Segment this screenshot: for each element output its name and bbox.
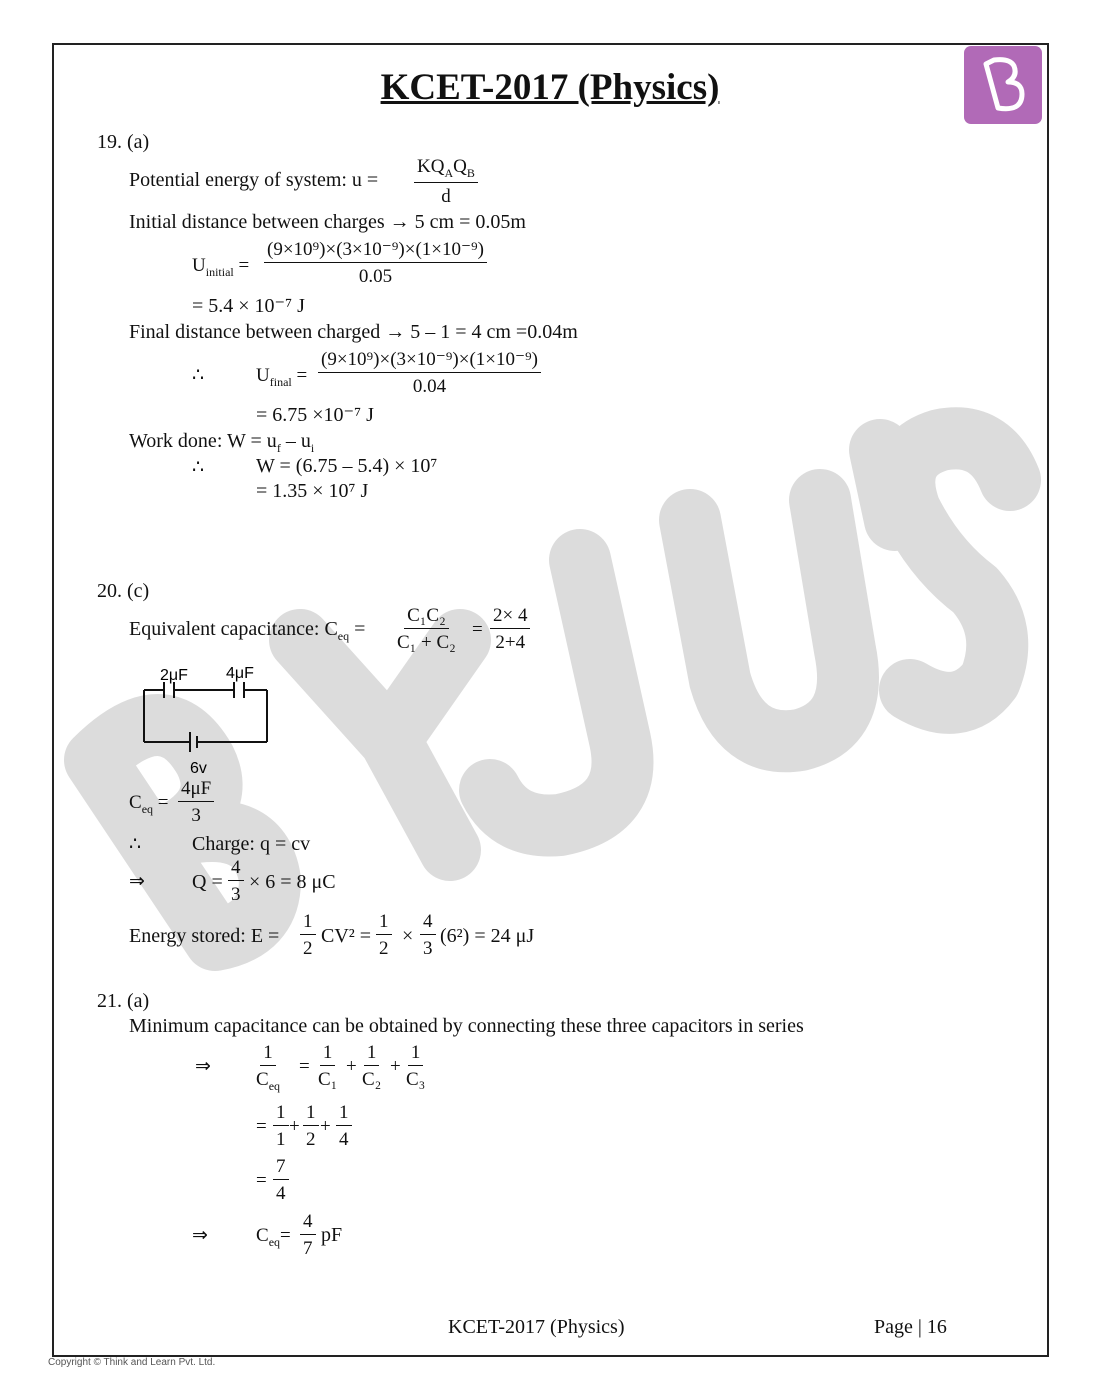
page-title: KCET-2017 (Physics) — [380, 67, 720, 108]
q20-e-cv: CV² = — [321, 925, 372, 947]
q21-c1-fraction: $\frac{1}{\text{C₁}}$ — [318, 1042, 338, 1090]
q20-q-result: × 6 = 8 μC — [249, 871, 336, 893]
q20-label: 20. (c) — [97, 580, 150, 602]
q20-e-times: × — [402, 925, 414, 947]
q21-c2-fraction: $\frac{1}{\text{C₂}}$ — [362, 1042, 382, 1090]
q20-q-fraction: $\frac{4}{3}$ — [228, 858, 244, 904]
cap2-label: 4μF — [226, 665, 254, 682]
q19-pe-text: Potential energy of system: u = — [129, 169, 379, 191]
q21-implies-1: ⇒ — [195, 1056, 211, 1077]
q21-result-label: $C_{eq}=$ — [256, 1225, 291, 1249]
q21-half-fraction: $\frac{1}{2}$ — [303, 1103, 319, 1149]
q19-u-final-fraction: $\frac{\text{(9×10⁹)×(3×10⁻⁹)×(1×10⁻⁹)}}{0.04}$ — [318, 350, 541, 396]
q19-label: 19. (a) — [97, 131, 150, 153]
q19-therefore-1: ∴ — [192, 365, 205, 386]
q21-one-fraction: $\frac{1}{1}$ — [273, 1103, 289, 1149]
q20-e-fraction1: $\frac{1}{2}$ — [300, 912, 316, 958]
q20-equals: = — [472, 619, 483, 640]
q21-plus-4: + — [320, 1116, 331, 1137]
q20-e-result: (6²) = 24 μJ — [440, 925, 535, 947]
q21-seven-fourths-fraction: $\frac{7}{4}$ — [273, 1157, 289, 1203]
q20-e-fraction3: $\frac{4}{3}$ — [420, 912, 436, 958]
q20-charge-text: Charge: q = cv — [192, 833, 311, 855]
q20-ceq-text: Equivalent capacitance: $C_{eq}$ = — [129, 618, 366, 643]
q21-c3-fraction: $\frac{1}{\text{C₃}}$ — [406, 1042, 426, 1090]
q21-result-fraction: $\frac{4}{7}$ — [300, 1212, 316, 1258]
q21-plus-3: + — [289, 1116, 300, 1137]
q20-ceq-result-fraction: $\frac{4\mu F}{3}$ — [178, 779, 214, 825]
q21-quarter-fraction: $\frac{1}{4}$ — [336, 1103, 352, 1149]
q19-u-final-result: = 6.75 ×10⁻⁷ J — [256, 404, 374, 426]
q20-ceq-fraction: $\frac{\text{C₁C₂}}{\text{C₁ + C₂}}$ — [397, 605, 456, 653]
q19-u-initial-label: $U_{initial}$ = — [192, 255, 250, 279]
capacitor-circuit-diagram — [130, 662, 280, 777]
q19-u-initial-result: = 5.4 × 10⁻⁷ J — [192, 295, 305, 317]
battery-label: 6v — [190, 760, 207, 777]
q21-eq-sign-1: = — [299, 1056, 310, 1077]
q19-work-text: Work done: $W = u_f - u_i$ — [129, 430, 315, 455]
q19-pe-fraction: $KQ_AQ_B$ d — [414, 157, 478, 206]
q19-work-line2: = 1.35 × 10⁷ J — [256, 480, 369, 502]
q21-statement: Minimum capacitance can be obtained by connecting these three capacitors in series — [129, 1015, 804, 1037]
q21-eq-sign-2: = — [256, 1116, 267, 1137]
q21-plus-1: + — [346, 1056, 357, 1077]
cap1-label: 2μF — [160, 667, 188, 684]
q21-plus-2: + — [390, 1056, 401, 1077]
q19-therefore-2: ∴ — [192, 457, 205, 478]
q21-implies-2: ⇒ — [192, 1225, 208, 1246]
q19-u-initial-fraction: $\frac{\text{(9×10⁹)×(3×10⁻⁹)×(1×10⁻⁹)}}{0.05}$ — [264, 240, 487, 286]
q20-therefore: ∴ — [129, 834, 142, 855]
q19-final-text: Final distance between charged → 5 – 1 = 4 cm =0.04m — [129, 321, 578, 343]
q21-result-unit: pF — [321, 1224, 343, 1246]
q20-implies: ⇒ — [129, 871, 145, 892]
q19-u-final-label: $U_{final}$ = — [256, 365, 308, 389]
copyright-notice: Copyright © Think and Learn Pvt. Ltd. — [48, 1357, 216, 1368]
q19-work-line1: W = (6.75 – 5.4) × 10⁷ — [256, 455, 438, 477]
q20-ceq-result-label: $C_{eq}$ = — [129, 792, 169, 816]
q21-eq-sign-3: = — [256, 1170, 267, 1191]
q19-initial-text: Initial distance between charges → 5 cm = 0.05m — [129, 211, 526, 233]
q21-lhs-fraction: 1 $C_{eq}$ — [256, 1042, 281, 1093]
footer-page-number: Page | 16 — [874, 1316, 947, 1338]
q20-ceq-fraction2: $\frac{2\times 4}{2+4}$ — [490, 606, 530, 652]
q20-e-fraction2: $\frac{1}{2}$ — [376, 912, 392, 958]
q20-energy-text: Energy stored: E = — [129, 925, 280, 947]
q20-q-text: Q = — [192, 871, 223, 893]
q21-label: 21. (a) — [97, 990, 150, 1012]
footer-title: KCET-2017 (Physics) — [448, 1316, 625, 1338]
